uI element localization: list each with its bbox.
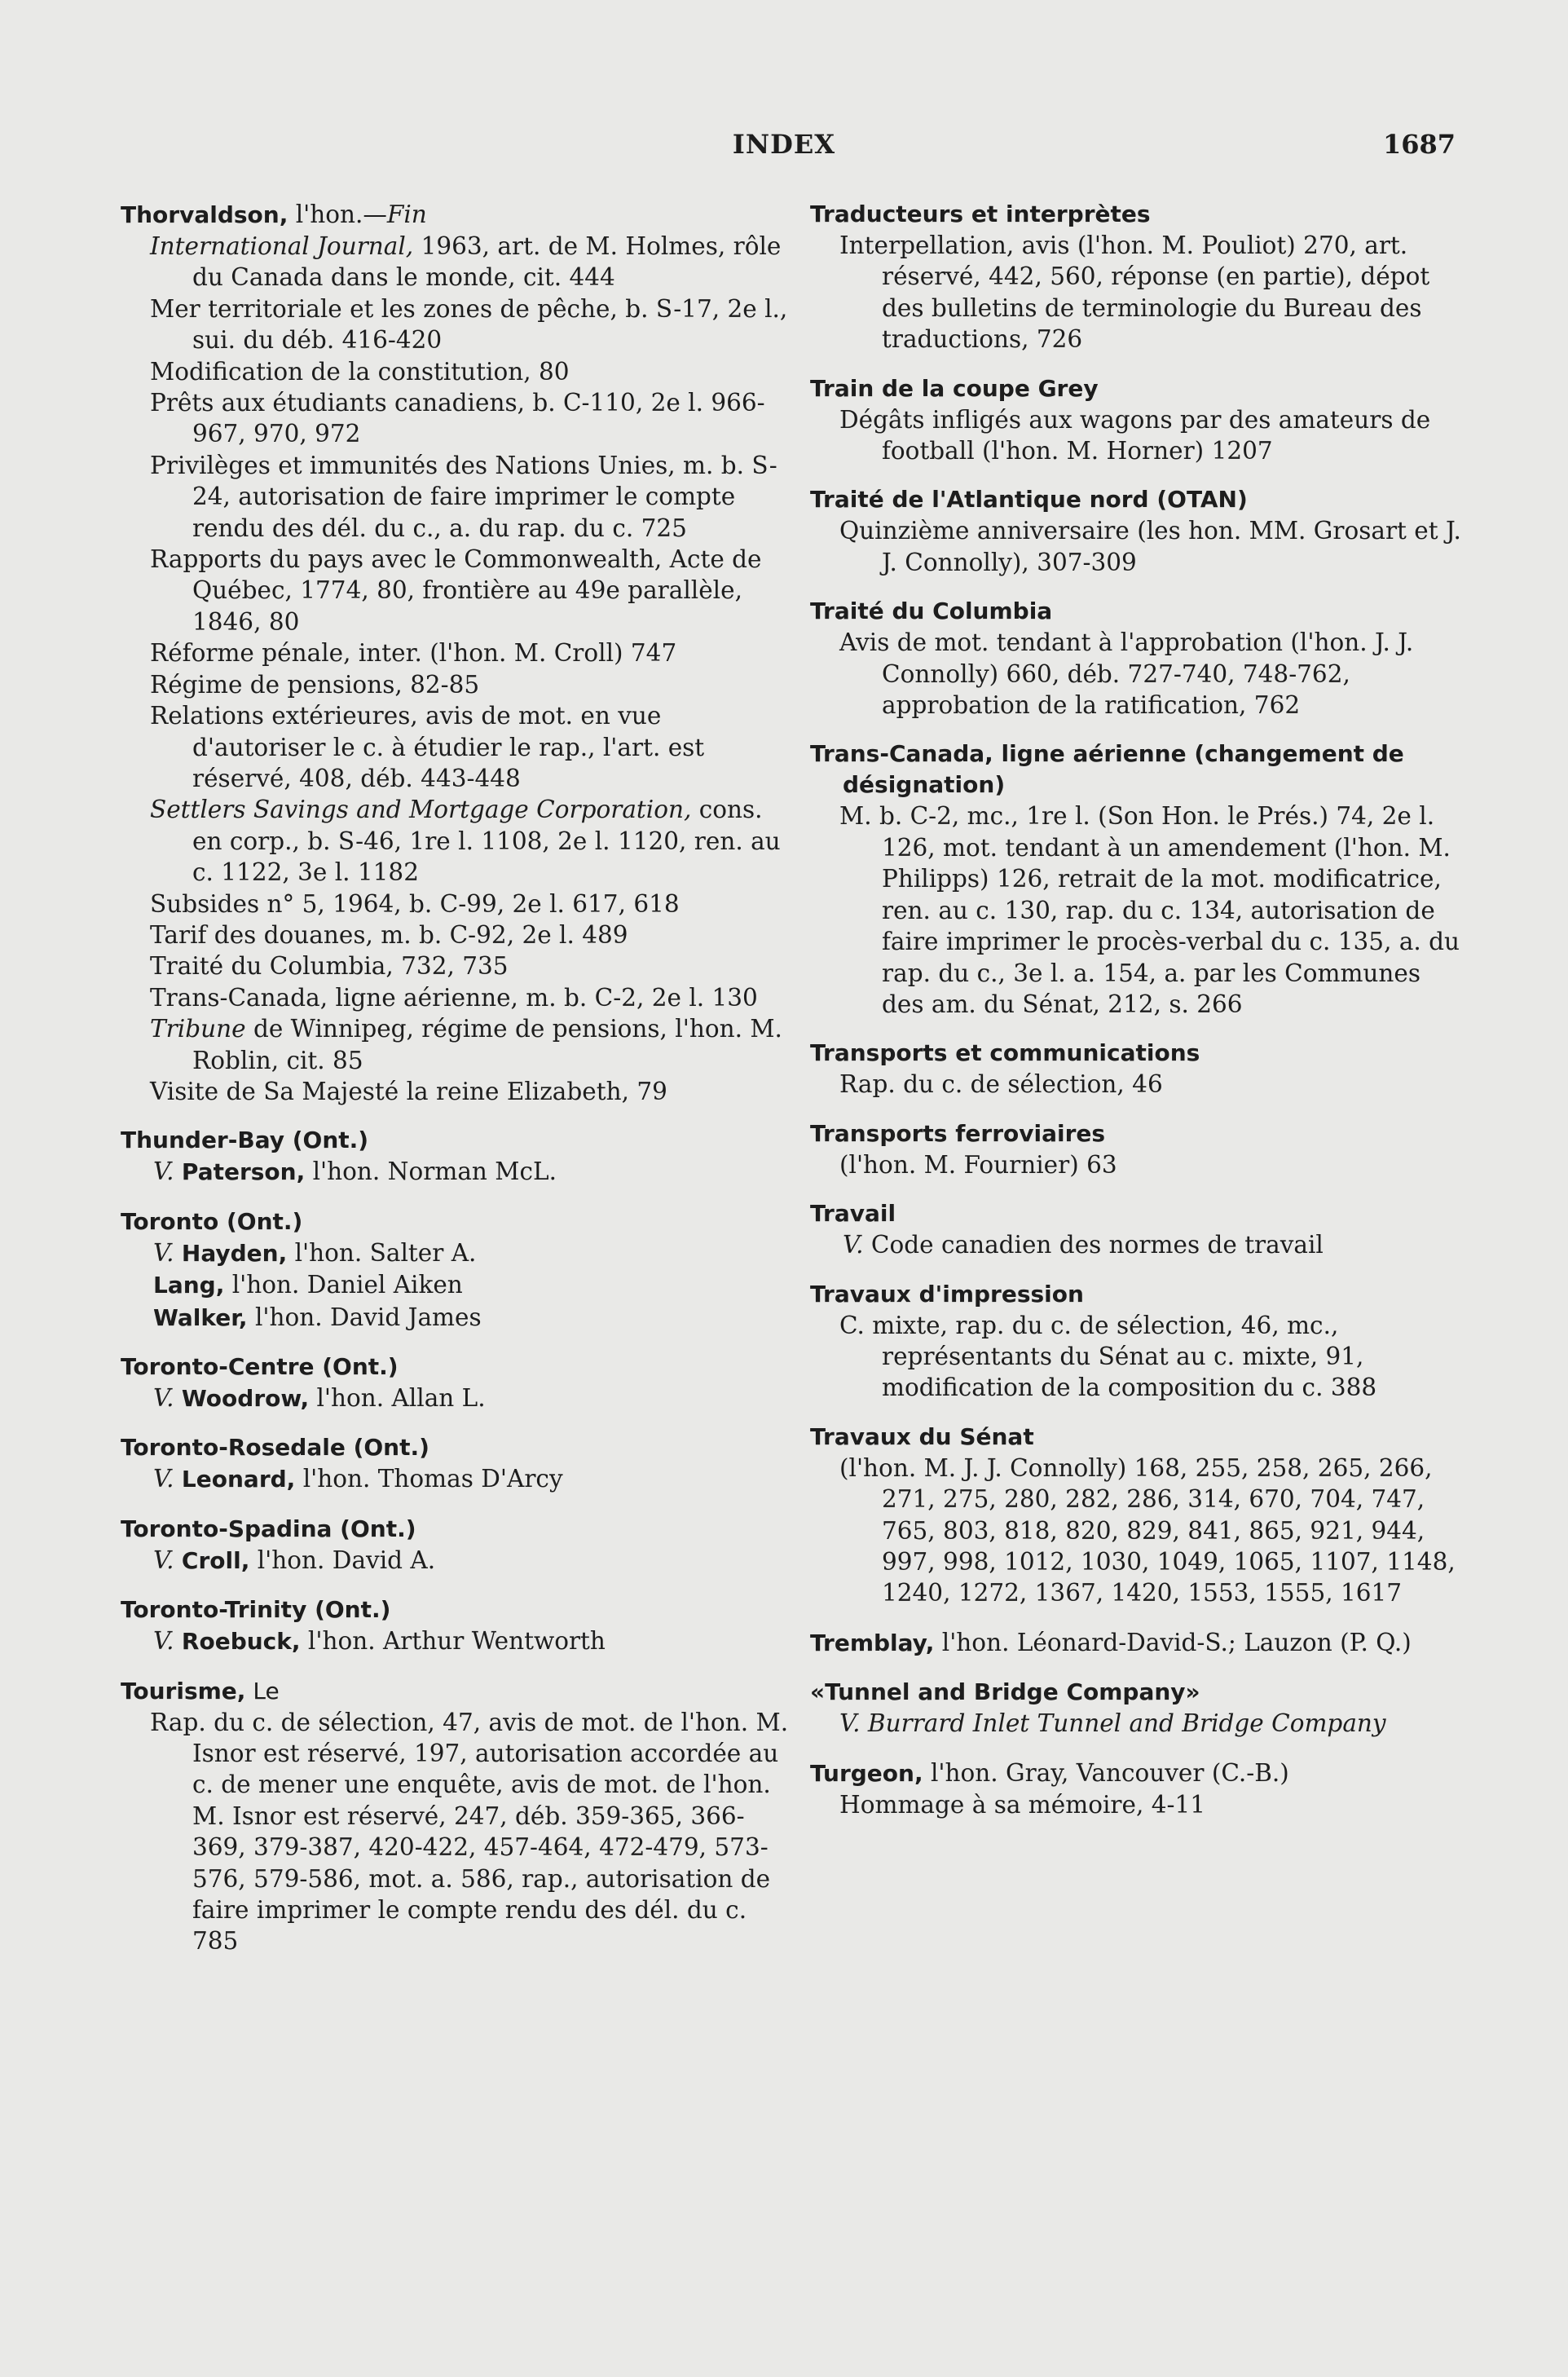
see-marker: V. xyxy=(153,1238,174,1267)
list-item xyxy=(121,450,789,544)
heading-rest: l'hon. Léonard-David-S.; Lauzon (P. Q.) xyxy=(934,1628,1412,1656)
entry-traite-columbia xyxy=(810,596,1462,721)
item-text: 1963, art. de M. Holmes, rôle du Canada dans le monde, cit. 444 xyxy=(192,232,782,292)
entry-travail xyxy=(810,1198,1462,1260)
ref-bold: Leonard, xyxy=(181,1466,296,1493)
ref-name xyxy=(182,1158,305,1185)
ref-rest: Code canadien des normes de travail xyxy=(863,1231,1324,1259)
item-text: Rapports du pays avec le Commonwealth, Acte de Québec, 1774, 80, frontière au 49e parallèle, 1846, 80 xyxy=(150,545,762,636)
item-italic: Tribune xyxy=(150,1015,246,1043)
see-reference xyxy=(121,1156,789,1188)
ref-rest: l'hon. Salter A. xyxy=(287,1238,477,1267)
entry-heading: Travaux du Sénat xyxy=(810,1422,1034,1450)
entry-heading xyxy=(121,1676,789,1707)
see-marker: V. xyxy=(153,1546,174,1574)
list-item xyxy=(121,544,789,637)
entry-tunnel-bridge xyxy=(810,1677,1462,1739)
entry-heading: Thunder-Bay (Ont.) xyxy=(121,1127,369,1154)
heading-rest: Le xyxy=(245,1677,280,1704)
entry-travaux-senat xyxy=(810,1422,1462,1609)
ref-name xyxy=(182,1466,295,1493)
see-reference xyxy=(121,1383,789,1414)
see-marker: V. xyxy=(153,1465,174,1493)
list-item: Rap. du c. de sélection, 47, avis de mot. de l'hon. M. Isnor est réservé, 197, autorisation accordée au c. de mener une enquête, avis de mot. de l'hon. M. Isnor est réservé, 247, déb. 359-365, 366-369, 379-387, 420-422, 457-464, 472-479, 573-576, 579-586, mot. a. 586, rap., autorisation de faire imprimer le compte rendu des dél. du c. 785 xyxy=(150,1708,789,1956)
list-item xyxy=(121,700,789,794)
item-italic: Settlers Savings and Mortgage Corporation, xyxy=(150,796,692,824)
list-item: Dégâts infligés aux wagons par des amateurs de football (l'hon. M. Horner) 1207 xyxy=(839,405,1431,465)
ref-rest: l'hon. David James xyxy=(247,1303,482,1331)
ref-rest: l'hon. Thomas D'Arcy xyxy=(295,1465,563,1493)
entry-thorvaldson xyxy=(121,199,789,1107)
heading-name: Thorvaldson, xyxy=(121,201,288,228)
item-text: Réforme pénale, inter. (l'hon. M. Croll) 747 xyxy=(150,639,677,668)
entry-traducteurs xyxy=(810,199,1462,355)
list-item xyxy=(121,637,789,668)
see-marker: V. xyxy=(153,1627,174,1656)
entry-toronto-centre xyxy=(121,1352,789,1414)
list-item xyxy=(121,950,789,981)
item-italic: International Journal, xyxy=(150,232,414,260)
entry-toronto-spadina xyxy=(121,1514,789,1577)
see-reference xyxy=(121,1269,789,1301)
entry-heading: Trans-Canada, ligne aérienne (changement de désignation) xyxy=(810,740,1404,799)
ref-italic: Burrard Inlet Tunnel and Bridge Company xyxy=(860,1709,1386,1738)
see-reference xyxy=(810,1229,1462,1260)
ref-bold: Woodrow, xyxy=(181,1385,310,1412)
item-text: Relations extérieures, avis de mot. en vue d'autoriser le c. à étudier le rap., l'art. est réservé, 408, déb. 443-448 xyxy=(150,702,705,792)
list-item: Quinzième anniversaire (les hon. MM. Grosart et J. J. Connolly), 307-309 xyxy=(839,517,1461,576)
see-marker: V. xyxy=(153,1158,174,1186)
ref-bold: Roebuck, xyxy=(181,1628,301,1656)
list-item xyxy=(121,356,789,387)
ref-bold: Lang, xyxy=(153,1272,225,1299)
ref-bold: Hayden, xyxy=(181,1239,288,1267)
list-item xyxy=(121,293,789,356)
ref-name xyxy=(182,1547,249,1574)
entry-heading: Toronto (Ont.) xyxy=(121,1207,303,1235)
entry-heading: Toronto-Spadina (Ont.) xyxy=(121,1515,416,1542)
list-item: (l'hon. M. J. J. Connolly) 168, 255, 258, 265, 266, 271, 275, 280, 282, 286, 314, 670, 704, 747, 765, 803, 818, 820, 829, 841, 865, 921, 944, 997, 998, 1012, 1030, 1049, 1065, 1107, 1148, 1240, 1272, 1367, 1420, 1553, 1555, 1617 xyxy=(839,1453,1456,1607)
entry-transports-ferroviaires xyxy=(810,1118,1462,1180)
item-text: Privilèges et immunités des Nations Unies, m. b. S-24, autorisation de faire imprimer le compte rendu des dél. du c., a. du rap. du c. 725 xyxy=(150,451,777,542)
entry-tremblay xyxy=(810,1627,1462,1659)
list-item xyxy=(121,889,789,919)
entry-heading: Travaux d'impression xyxy=(810,1280,1084,1308)
entry-thunder-bay xyxy=(121,1125,789,1188)
ref-name xyxy=(182,1240,287,1267)
item-text: Régime de pensions, 82-85 xyxy=(150,670,480,699)
entry-heading: Toronto-Trinity (Ont.) xyxy=(121,1596,391,1624)
page-title: INDEX xyxy=(732,129,836,160)
ref-name xyxy=(153,1272,224,1299)
ref-rest: l'hon. Daniel Aiken xyxy=(224,1271,463,1299)
list-item: Hommage à sa mémoire, 4-11 xyxy=(839,1791,1205,1819)
entry-heading xyxy=(810,1757,1462,1789)
see-reference xyxy=(810,1708,1462,1739)
see-marker: V. xyxy=(839,1709,861,1738)
see-reference xyxy=(121,1237,789,1269)
entry-heading: Traducteurs et interprètes xyxy=(810,201,1151,227)
entry-heading: Traité de l'Atlantique nord (OTAN) xyxy=(810,486,1248,514)
heading-rest: l'hon. Gray, Vancouver (C.-B.) xyxy=(923,1758,1289,1787)
see-marker: V. xyxy=(843,1231,864,1259)
entry-heading: Toronto-Centre (Ont.) xyxy=(121,1353,399,1380)
see-reference xyxy=(121,1463,789,1495)
list-item xyxy=(121,919,789,950)
see-reference xyxy=(121,1302,789,1334)
list-item xyxy=(121,982,789,1013)
heading-rest: l'hon.— xyxy=(288,201,387,228)
page-number: 1687 xyxy=(1382,129,1456,160)
list-item: C. mixte, rap. du c. de sélection, 46, mc., représentants du Sénat au c. mixte, 91, modification de la composition du c. 388 xyxy=(839,1311,1377,1402)
entry-heading: Toronto-Rosedale (Ont.) xyxy=(121,1434,429,1462)
item-text: Visite de Sa Majesté la reine Elizabeth, 79 xyxy=(150,1077,667,1105)
list-item xyxy=(121,669,789,700)
entry-heading: Traité du Columbia xyxy=(810,598,1053,625)
ref-name xyxy=(182,1628,301,1655)
item-text: Tarif des douanes, m. b. C-92, 2e l. 489 xyxy=(150,920,628,949)
left-column xyxy=(121,199,789,1975)
entry-heading: Train de la coupe Grey xyxy=(810,374,1099,402)
list-item: Rap. du c. de sélection, 46 xyxy=(839,1070,1163,1099)
ref-name xyxy=(182,1385,309,1412)
heading-name: Tremblay, xyxy=(810,1629,935,1656)
entry-heading xyxy=(121,199,789,231)
entry-turgeon xyxy=(810,1757,1462,1821)
list-item: (l'hon. M. Fournier) 63 xyxy=(839,1150,1117,1179)
list-item: Interpellation, avis (l'hon. M. Pouliot) 270, art. réservé, 442, 560, réponse (en partie), dépot des bulletins de terminologie du Bureau des traductions, 726 xyxy=(839,232,1430,354)
list-item xyxy=(121,794,789,888)
item-text: Prêts aux étudiants canadiens, b. C-110, 2e l. 966-967, 970, 972 xyxy=(150,389,765,448)
entry-heading: «Tunnel and Bridge Company» xyxy=(810,1678,1200,1706)
ref-rest: l'hon. David A. xyxy=(249,1546,436,1574)
entry-heading: Travail xyxy=(810,1200,896,1228)
list-item xyxy=(121,1076,789,1107)
heading-italic: Fin xyxy=(386,201,427,228)
item-text: Trans-Canada, ligne aérienne, m. b. C-2, 2e l. 130 xyxy=(150,983,758,1012)
entry-traite-atlantique xyxy=(810,484,1462,578)
entry-toronto xyxy=(121,1206,789,1334)
entry-transports-communications xyxy=(810,1038,1462,1100)
ref-name xyxy=(153,1304,248,1331)
item-text: de Winnipeg, régime de pensions, l'hon. M. Roblin, cit. 85 xyxy=(192,1015,782,1074)
list-item: Avis de mot. tendant à l'approbation (l'hon. J. J. Connolly) 660, déb. 727-740, 748-762, approbation de la ratification, 762 xyxy=(839,628,1414,720)
see-marker: V. xyxy=(153,1384,174,1412)
ref-rest: l'hon. Arthur Wentworth xyxy=(300,1627,606,1656)
entry-tourisme xyxy=(121,1676,789,1957)
item-text: Mer territoriale et les zones de pêche, b. S-17, 2e l., sui. du déb. 416-420 xyxy=(150,294,788,355)
list-item xyxy=(121,387,789,450)
heading-name: Turgeon, xyxy=(810,1759,923,1787)
list-item xyxy=(121,231,789,293)
ref-bold: Croll, xyxy=(181,1546,250,1574)
list-item: M. b. C-2, mc., 1re l. (Son Hon. le Prés.) 74, 2e l. 126, mot. tendant à un amendement (l'hon. M. Philipps) 126, retrait de la mot. modificatrice, ren. au c. 130, rap. du c. 134, autorisation de faire imprimer le procès-verbal du c. 135, a. du rap. du c., 3e l. a. 154, a. par les Communes des am. du Sénat, 212, s. 266 xyxy=(839,802,1460,1018)
ref-rest: l'hon. Allan L. xyxy=(309,1384,486,1412)
entry-heading: Transports ferroviaires xyxy=(810,1119,1106,1147)
right-column xyxy=(810,199,1462,1838)
ref-rest: l'hon. Norman McL. xyxy=(305,1158,557,1186)
entry-train-coupe-grey xyxy=(810,373,1462,467)
list-item xyxy=(121,1013,789,1076)
see-reference xyxy=(121,1625,789,1657)
see-reference xyxy=(121,1545,789,1577)
item-text: Modification de la constitution, 80 xyxy=(150,357,570,386)
ref-bold: Walker, xyxy=(153,1303,248,1331)
entry-heading: Transports et communications xyxy=(810,1039,1200,1067)
entry-heading xyxy=(810,1627,1462,1659)
item-text: cons. en corp., b. S-46, 1re l. 1108, 2e l. 1120, ren. au c. 1122, 3e l. 1182 xyxy=(192,796,781,887)
entry-trans-canada xyxy=(810,739,1462,1020)
item-text: Traité du Columbia, 732, 735 xyxy=(150,952,509,981)
entry-travaux-impression xyxy=(810,1279,1462,1404)
entry-toronto-trinity xyxy=(121,1594,789,1657)
item-text: Subsides n° 5, 1964, b. C-99, 2e l. 617, 618 xyxy=(150,889,680,918)
entry-toronto-rosedale xyxy=(121,1432,789,1495)
ref-bold: Paterson, xyxy=(181,1158,306,1186)
heading-name: Tourisme, xyxy=(121,1677,246,1704)
